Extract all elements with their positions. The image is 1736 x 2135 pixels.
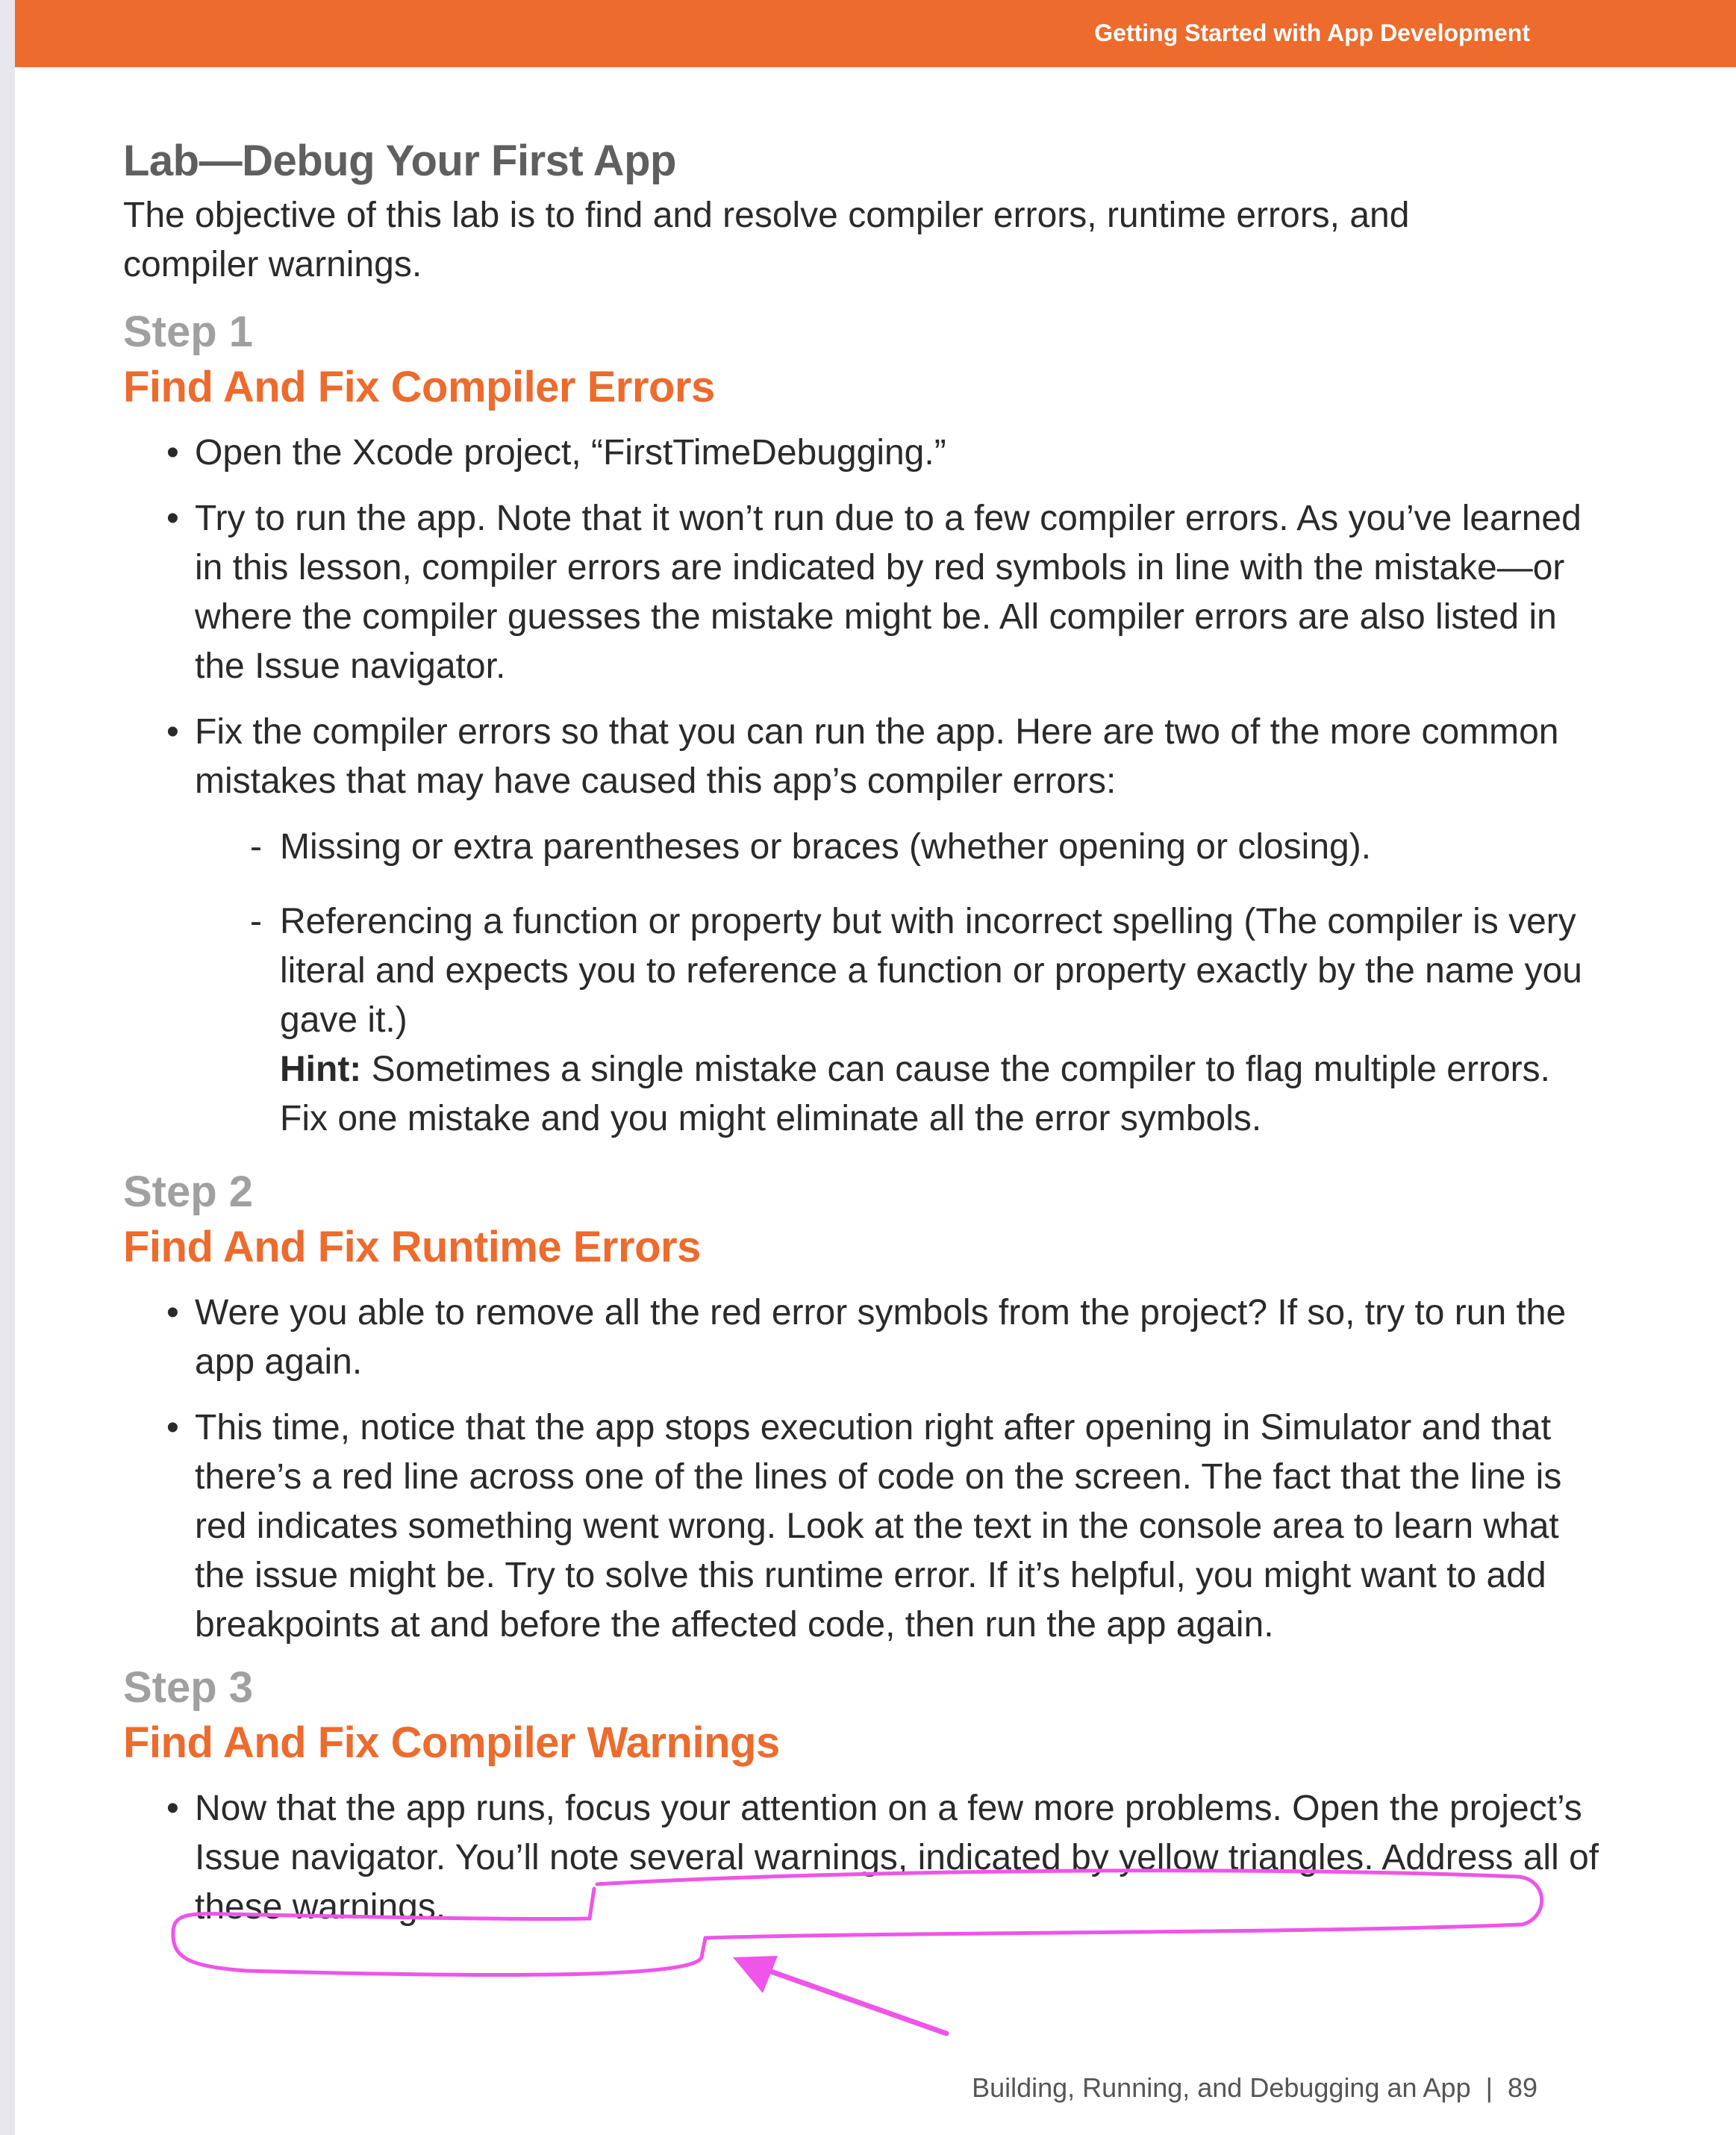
intro-text: The objective of this lab is to find and resolve compiler errors, runtime errors, and compiler warnings.	[123, 196, 1410, 284]
hint-text: Sometimes a single mistake can cause the compiler to flag multiple errors. Fix one mistake and you might eliminate all the error symbols.	[280, 1050, 1550, 1138]
list-item	[123, 1403, 1605, 1650]
step-1-heading: Find And Fix Compiler Errors	[123, 363, 715, 411]
step-2-heading: Find And Fix Runtime Errors	[123, 1223, 701, 1271]
bullet-text: Now that the app runs, focus your attention on a few more problems. Open the project’s Issue navigator. You’ll note several warnings, indicated by yellow triangles. Address all of these warnings.	[195, 1789, 1599, 1927]
bullet-dot-icon: •	[166, 1293, 179, 1333]
header-bar	[15, 0, 1736, 67]
step-1-section	[123, 305, 1582, 1144]
step-3-section	[123, 1660, 1599, 1932]
hint-label: Hint:	[280, 1050, 362, 1089]
list-item	[123, 428, 1605, 478]
step-1-bullet-list	[123, 428, 1582, 806]
step-2-section	[123, 1165, 1567, 1650]
page-content	[123, 131, 1599, 1932]
bullet-dot-icon: •	[166, 712, 179, 752]
bullet-text: This time, notice that the app stops execution right after opening in Simulator and that there’s a red line across one of the lines of code on the screen. The fact that the line is red indicates something went wrong. Look at the text in the console area to learn what the issue might be. Try to solve this runtime error. If it’s helpful, you might want to add breakpoints at and before the affected code, then run the app again.	[195, 1408, 1562, 1645]
sub-list-item	[123, 897, 1605, 1144]
bullet-dot-icon: •	[166, 433, 179, 473]
arrow-head-icon	[733, 1956, 778, 1993]
arrow-shaft	[748, 1963, 946, 2033]
bullet-dot-icon: •	[166, 499, 179, 538]
step-3-bullet-list	[123, 1784, 1599, 1932]
sub-item-text: Referencing a function or property but with incorrect spelling (The compiler is very literal and expects you to reference a function or property exactly by the name you gave it.)	[280, 902, 1582, 1040]
bullet-text: Open the Xcode project, “FirstTimeDebugging.”	[195, 433, 946, 473]
step-3-label: Step 3	[123, 1663, 254, 1712]
bullet-text: Fix the compiler errors so that you can run the app. Here are two of the more common mistakes that may have caused this app’s compiler errors:	[195, 712, 1559, 801]
bullet-dot-icon: •	[166, 1789, 179, 1828]
dash-icon: -	[250, 902, 262, 941]
step-2-label: Step 2	[123, 1168, 254, 1216]
list-item	[123, 494, 1605, 691]
sub-list-item	[123, 823, 1605, 872]
page-footer: Building, Running, and Debugging an App | 89	[972, 2072, 1537, 2103]
step-3-heading: Find And Fix Compiler Warnings	[123, 1718, 780, 1767]
bullet-text: Were you able to remove all the red error symbols from the project? If so, try to run the app again.	[195, 1293, 1567, 1382]
sub-item-text: Missing or extra parentheses or braces (whether opening or closing).	[280, 827, 1372, 867]
page-left-edge	[0, 0, 15, 2135]
list-item	[123, 708, 1605, 806]
step-1-label: Step 1	[123, 308, 254, 356]
step-2-bullet-list	[123, 1288, 1567, 1650]
dash-icon: -	[250, 827, 262, 867]
list-item	[123, 1288, 1605, 1387]
lab-title: Lab—Debug Your First App	[123, 137, 676, 185]
hint-block	[280, 1045, 1605, 1144]
bullet-text: Try to run the app. Note that it won’t run due to a few compiler errors. As you’ve learned in this lesson, compiler errors are indicated by red symbols in line with the mistake—or where the compiler guesses the mistake might be. All compiler errors are also listed in the Issue navigator.	[195, 499, 1582, 686]
list-item	[123, 1784, 1605, 1932]
header-title: Getting Started with App Development	[1094, 19, 1530, 46]
bullet-dot-icon: •	[166, 1408, 179, 1447]
